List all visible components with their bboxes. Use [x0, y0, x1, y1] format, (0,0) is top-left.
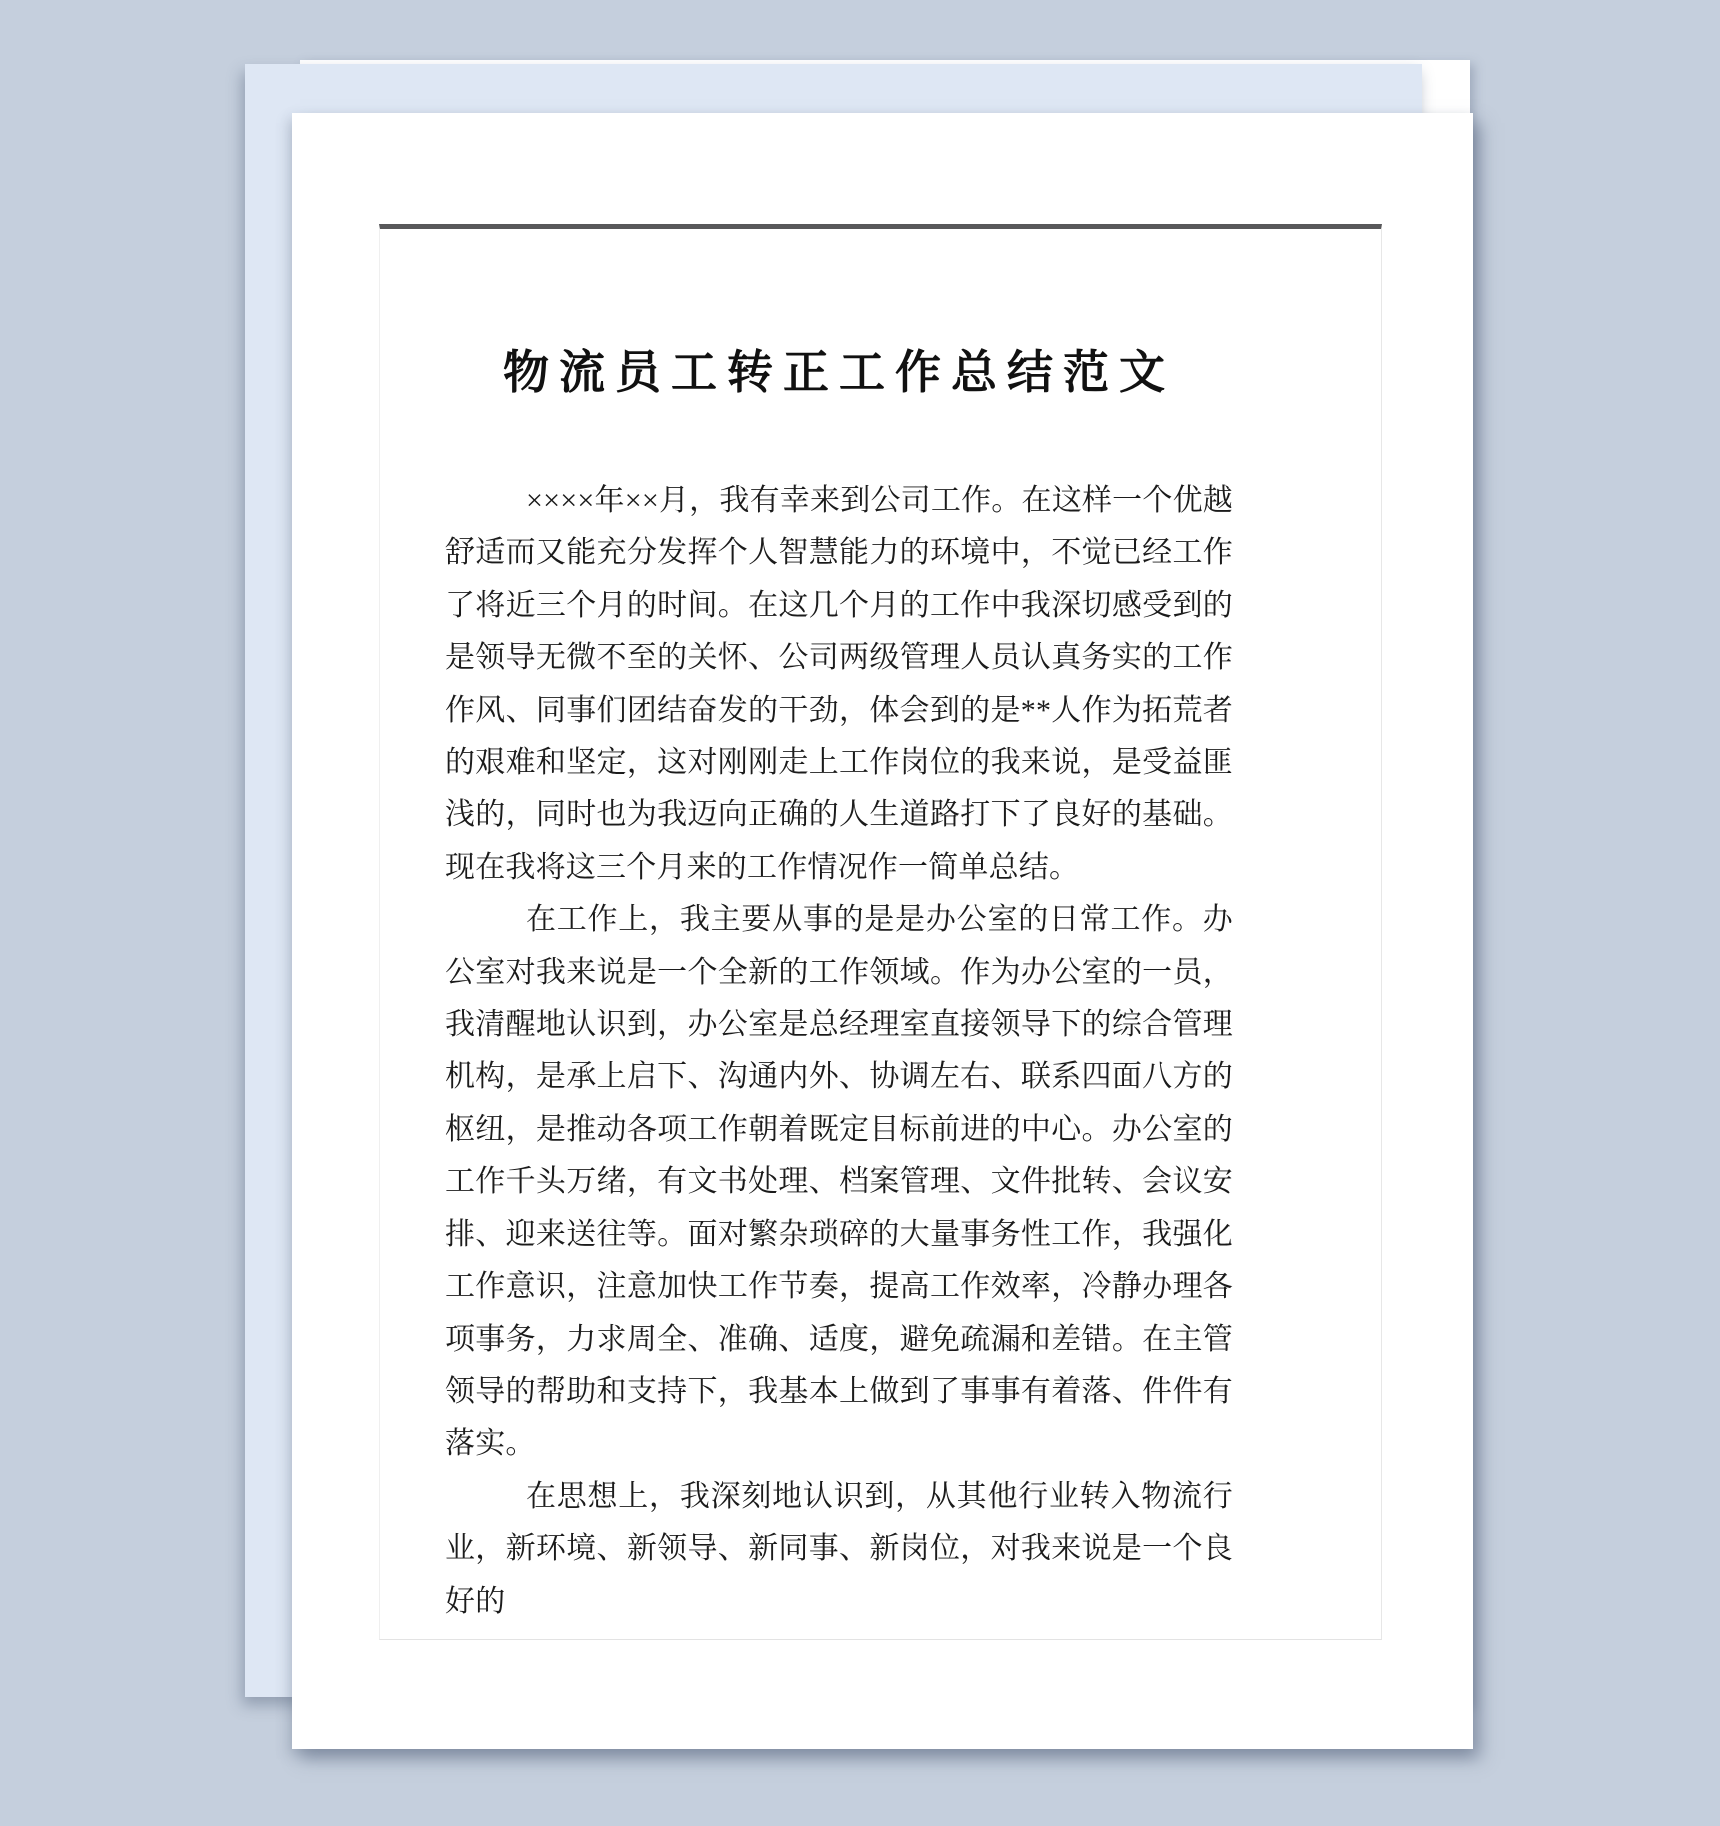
document-title: 物流员工转正工作总结范文 [503, 347, 1175, 398]
paragraph-thoughts: 在思想上，我深刻地认识到，从其他行业转入物流行业，新环境、新领导、新同事、新岗位，对我来说是一个良好的 [445, 1479, 1233, 1618]
document-page [292, 113, 1473, 1749]
paragraph-work-intro: ××××年××月，我有幸来到公司工作。在这样一个优越舒适而又能充分发挥个人智慧能力的环境中，不觉已经工作了将近三个月的时间。在这几个月的工作中我深切感受到的是领导无微不至的关怀、公司两级管理人员认真务实的工作作风、同事们团结奋发的干劲，体会到的是**人作为拓荒者的艰难和坚定，这对刚刚走上工作岗位的我来说，是受益匪浅的，同时也为我迈向正确的人生道路打下了良好的基础。现在我将这三个月来的工作情况作一简单总结。 [445, 484, 1233, 884]
document-body [445, 475, 1233, 1628]
paragraph-work-duties: 在工作上，我主要从事的是是办公室的日常工作。办公室对我来说是一个全新的工作领域。作为办公室的一员，我清醒地认识到，办公室是总经理室直接领导下的综合管理机构，是承上启下、沟通内外、协调左右、联系四面八方的枢纽，是推动各项工作朝着既定目标前进的中心。办公室的工作千头万绪，有文书处理、档案管理、文件批转、会议安排、迎来送往等。面对繁杂琐碎的大量事务性工作，我强化工作意识，注意加快工作节奏，提高工作效率，冷静办理各项事务，力求周全、准确、适度，避免疏漏和差错。在主管领导的帮助和支持下，我基本上做到了事事有着落、件件有落实。 [445, 903, 1233, 1461]
